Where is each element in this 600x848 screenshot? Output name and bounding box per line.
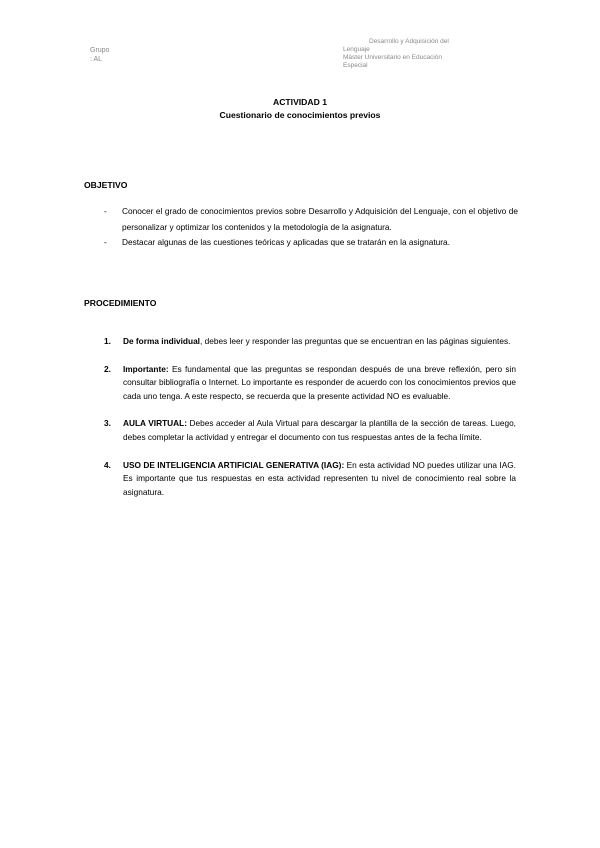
list-item	[104, 335, 516, 349]
header-left-line: Grupo	[90, 47, 110, 54]
step-text: Es fundamental que las preguntas se respondan después de una breve reflexión, pero sin consultar bibliografía o Internet. Lo importante es responder de acuerdo con los conocimientos previos que cada uno tenga. A este respecto, se recuerda que la presente actividad NO es evaluable.	[123, 363, 516, 401]
header-right-line: Especial	[343, 62, 368, 69]
step-number: 4.	[104, 459, 111, 470]
step-bold: Importante:	[123, 363, 169, 374]
step-number: 3.	[104, 418, 111, 429]
document-title	[0, 96, 600, 122]
step-number: 2.	[104, 363, 111, 374]
list-item	[104, 417, 516, 444]
step-text: Debes acceder al Aula Virtual para descargar la plantilla de la sección de tareas. Luego, debes completar la actividad y entregar el documento con tus respuestas antes de la fecha límite.	[123, 418, 516, 442]
objetivo-heading: OBJETIVO	[84, 180, 128, 190]
list-item	[104, 235, 518, 251]
objetivo-list	[104, 204, 518, 251]
list-item-text: Conocer el grado de conocimientos previos sobre Desarrollo y Adquisición del Lenguaje, con el objetivo de personalizar y optimizar los contenidos y la metodología de la asignatura.	[122, 206, 518, 232]
step-bold: AULA VIRTUAL:	[123, 418, 187, 429]
list-item	[104, 204, 518, 235]
step-bold: USO DE INTELIGENCIA ARTIFICIAL GENERATIVA (IAG):	[123, 459, 345, 470]
bullet-marker: -	[104, 237, 107, 247]
header-right	[343, 38, 503, 70]
header-right-line: Desarrollo y Adquisición del	[369, 38, 449, 45]
list-item-text: Destacar algunas de las cuestiones teóricas y aplicadas que se tratarán en la asignatura.	[122, 237, 450, 247]
procedimiento-list	[104, 335, 516, 513]
list-item	[104, 459, 516, 500]
step-text: En esta actividad NO puedes utilizar una IAG. Es importante que tus respuestas en esta actividad representen tu nivel de conocimiento real sobre la asignatura.	[123, 459, 516, 497]
header-right-line: Lenguaje	[343, 46, 370, 53]
step-bold: De forma individual	[123, 336, 200, 346]
step-number: 1.	[104, 336, 111, 346]
list-item	[104, 363, 516, 404]
procedimiento-heading: PROCEDIMIENTO	[84, 298, 157, 308]
bullet-marker: -	[104, 206, 107, 216]
header-left-line: : AL	[90, 56, 103, 63]
step-text: , debes leer y responder las preguntas que se encuentran en las páginas siguientes.	[200, 336, 511, 346]
title-line-2: Cuestionario de conocimientos previos	[219, 110, 381, 120]
header-left	[90, 46, 109, 64]
header-right-line: Máster Universitario en Educación	[343, 54, 442, 61]
title-line-1: ACTIVIDAD 1	[273, 97, 327, 107]
